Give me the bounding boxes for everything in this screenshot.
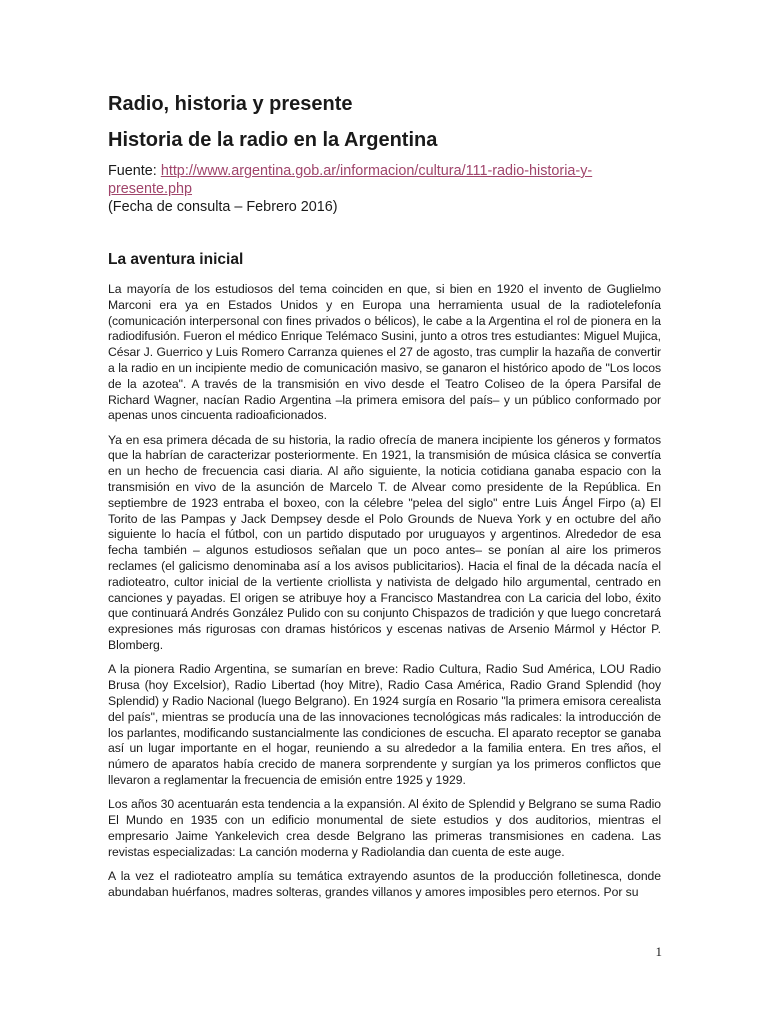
section-title: La aventura inicial [108,251,244,268]
paragraph: A la pionera Radio Argentina, se sumarían en breve: Radio Cultura, Radio Sud América, LOU Radio Brusa (hoy Excelsior), Radio Libertad (hoy Mitre), Radio Casa América, Radio Grand Splendid (hoy Splendid) y Radio Nacional (luego Belgrano). En 1924 surgía en Rosario "la primera emisora cerealista del país", mientras se producía una de las innovaciones tecnológicas más radicales: la introducción de los parlantes, modificando sustancialmente las condiciones de escucha. El aparato receptor se ganaba así un lugar importante en el hogar, reuniendo a su alrededor a la familia entera. En tres años, el número de aparatos había crecido de manera sorprendente y surgían ya los primeros conflictos que llevaron a reglamentar la frecuencia de emisión entre 1925 y 1929. [108,662,661,787]
source-link[interactable]: http://www.argentina.gob.ar/informacion/cultura/111-radio-historia-y-presente.php [108,163,593,197]
document-subtitle: Historia de la radio en la Argentina [108,129,438,151]
paragraph: La mayoría de los estudiosos del tema coinciden en que, si bien en 1920 el invento de Guglielmo Marconi era ya en Estados Unidos y en Europa una herramienta usual de la radiotelefonía (comunicación interpersonal con fines privados o bélicos), le cabe a la Argentina el rol de pionera en la radiodifusión. Fueron el médico Enrique Telémaco Susini, junto a otros tres estudiantes: Miguel Mujica, César J. Guerrico y Luis Romero Carranza quienes el 27 de agosto, tras cumplir la hazaña de convertir a la radio en un incipiente medio de comunicación masivo, se ganaron el histórico apodo de "Los locos de la azotea". A través de la transmisión en vivo desde el Teatro Coliseo de la ópera Parsifal de Richard Wagner, nacían Radio Argentina –la primera emisora del país– y un público conformado por apenas unos cincuenta radioaficionados. [108,282,661,423]
source-label: Fuente: [108,163,161,179]
page-number: 1 [655,944,662,959]
paragraph: Ya en esa primera década de su historia, la radio ofrecía de manera incipiente los géneros y formatos que la habrían de caracterizar posteriormente. En 1921, la transmisión de música clásica se convertía en un hecho de frecuencia casi diaria. Al año siguiente, la noticia cotidiana ganaba espacio con la transmisión en vivo de la asunción de Marcelo T. de Alvear como presidente de la República. En septiembre de 1923 entraba el boxeo, con la célebre "pelea del siglo" entre Luis Ángel Firpo (a) El Torito de las Pampas y Jack Dempsey desde el Polo Grounds de Nueva York y en octubre del año siguiente lo hacía el fútbol, con un partido disputado por uruguayos y argentinos. Alrededor de esa fecha también – algunos estudiosos señalan que un poco antes– se ponían al aire los primeros reclames (el galicismo denominaba así a los avisos publicitarios). Hacia el final de la década nacía el radioteatro, cultor inicial de la vertiente criollista y nativista de delgado hilo argumental, centrado en canciones y payadas. El origen se atribuye hoy a Francisco Mastandrea con La caricia del lobo, éxito que continuará Andrés González Pulido con su conjunto Chispazos de tradición y que luego concretará expresiones más rigurosas con dramas históricos y escenas nativas de Arsenio Mármol y Héctor P. Blomberg. [108,432,661,653]
paragraph: A la vez el radioteatro amplía su temática extrayendo asuntos de la producción folletinesca, donde abundaban huérfanos, madres solteras, grandes villanos y amores imposibles pero eternos. Por su [108,868,661,899]
consult-date: (Fecha de consulta – Febrero 2016) [108,199,338,215]
source-line [108,162,661,198]
document-page [108,92,661,909]
document-title: Radio, historia y presente [108,93,353,115]
paragraph: Los años 30 acentuarán esta tendencia a la expansión. Al éxito de Splendid y Belgrano se suma Radio El Mundo en 1935 con un edificio monumental de siete estudios y dos auditorios, mientras el empresario Jaime Yankelevich crea desde Belgrano las primeras transmisiones en cadena. Las revistas especializadas: La canción moderna y Radiolandia dan cuenta de este auge. [108,797,661,859]
